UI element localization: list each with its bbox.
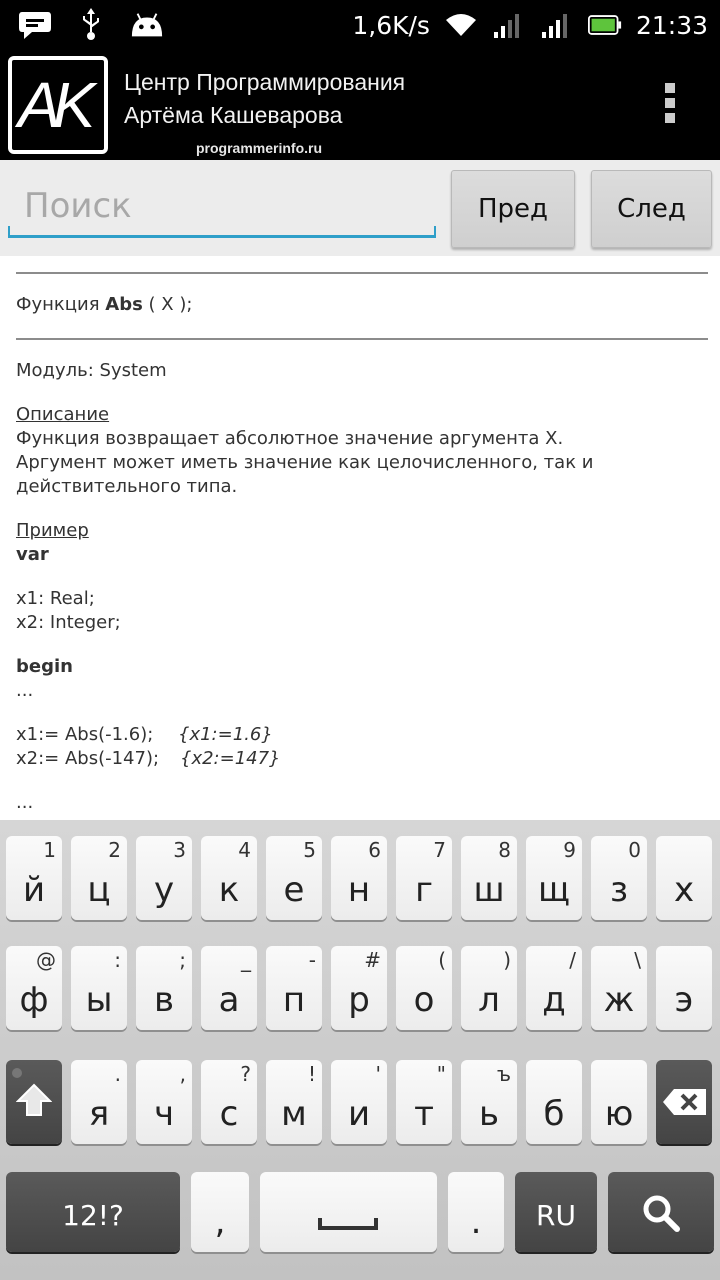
description-line: действительного типа. [16, 476, 238, 497]
key-label: и [347, 1094, 371, 1134]
search-input-edge [8, 226, 10, 238]
overflow-menu-icon[interactable] [660, 80, 680, 132]
header-url: programmerinfo.ru [196, 140, 323, 156]
key-е[interactable] [266, 836, 322, 920]
key-й[interactable] [6, 836, 62, 920]
key-hint: 2 [108, 838, 121, 862]
key-hint: 6 [368, 838, 381, 862]
key-я[interactable] [71, 1060, 127, 1144]
android-icon [130, 8, 164, 42]
code-line: x1:= Abs(-1.6); [16, 724, 154, 745]
code-line: x2: Integer; [16, 612, 121, 633]
key-hint: @ [36, 948, 56, 972]
key-label: м [281, 1094, 307, 1134]
chat-icon [18, 8, 52, 42]
header-title [124, 66, 405, 132]
key-label: у [153, 870, 175, 910]
module-line: Модуль: System [16, 360, 167, 381]
status-bar [0, 0, 720, 50]
key-label: . [470, 1202, 482, 1242]
key-х[interactable] [656, 836, 712, 920]
battery-icon [588, 8, 622, 42]
symbols-key[interactable] [6, 1172, 180, 1252]
key-hint: ) [503, 948, 511, 972]
signal-icon [540, 8, 574, 42]
search-icon [642, 1194, 680, 1236]
next-button[interactable]: След [591, 170, 712, 248]
key-hint: : [114, 948, 121, 972]
key-ч[interactable] [136, 1060, 192, 1144]
header-title-line2: Артёма Кашеварова [124, 102, 343, 128]
key-л[interactable] [461, 946, 517, 1030]
key-label: п [282, 980, 306, 1020]
key-hint: ( [438, 948, 446, 972]
key-label: ж [603, 980, 635, 1020]
function-prefix: Функция [16, 294, 106, 315]
wifi-icon [444, 8, 478, 42]
key-label: э [674, 980, 694, 1020]
key-label: б [543, 1094, 565, 1134]
key-label: ы [85, 980, 113, 1020]
key-hint: 3 [173, 838, 186, 862]
search-input[interactable] [8, 172, 436, 238]
key-label: я [88, 1094, 110, 1134]
code-comment: {x1:=1.6} [178, 724, 273, 745]
key-hint: _ [241, 948, 251, 972]
key-ю[interactable] [591, 1060, 647, 1144]
key-hint: 0 [628, 838, 641, 862]
shift-key[interactable] [6, 1060, 62, 1144]
key-hint: ъ [496, 1062, 511, 1086]
key-label: л [478, 980, 500, 1020]
key-label: ю [604, 1094, 634, 1134]
key-hint: ' [375, 1062, 381, 1086]
function-signature [16, 294, 192, 315]
key-о[interactable] [396, 946, 452, 1030]
key-hint: / [569, 948, 576, 972]
search-key[interactable] [608, 1172, 714, 1252]
backspace-icon [662, 1088, 708, 1120]
key-label: щ [537, 870, 571, 910]
key-hint: ! [307, 1062, 316, 1086]
key-hint: , [179, 1062, 186, 1086]
code-line: ... [16, 792, 34, 813]
example-heading: Пример [16, 520, 89, 541]
description-line: Аргумент может иметь значение как целочисленного, так и [16, 452, 594, 473]
search-input-edge [434, 226, 436, 238]
key-ш[interactable] [461, 836, 517, 920]
key-р[interactable] [331, 946, 387, 1030]
key-с[interactable] [201, 1060, 257, 1144]
key-и[interactable] [331, 1060, 387, 1144]
prev-button[interactable]: Пред [451, 170, 575, 248]
divider [16, 338, 708, 340]
description-line: Функция возвращает абсолютное значение аргумента X. [16, 428, 564, 449]
key-ц[interactable] [71, 836, 127, 920]
document-view[interactable] [0, 256, 720, 820]
function-name: Abs [105, 294, 143, 315]
shift-icon [16, 1082, 52, 1122]
key-у[interactable] [136, 836, 192, 920]
key-label: г [415, 870, 433, 910]
key-label: ф [19, 980, 49, 1020]
key-label: т [414, 1094, 434, 1134]
key-label: ш [473, 870, 505, 910]
soft-keyboard [0, 820, 720, 1280]
key-hint: 1 [43, 838, 56, 862]
backspace-key[interactable] [656, 1060, 712, 1144]
key-label: 12!? [62, 1199, 124, 1232]
key-д[interactable] [526, 946, 582, 1030]
usb-icon [74, 8, 108, 42]
key-label: к [218, 870, 240, 910]
key-hint: 9 [563, 838, 576, 862]
description-heading: Описание [16, 404, 110, 425]
key-label: д [542, 980, 566, 1020]
code-line: x1: Real; [16, 588, 95, 609]
key-label: з [609, 870, 629, 910]
shift-indicator [12, 1068, 22, 1078]
key-hint: - [308, 948, 316, 972]
key-hint: # [364, 948, 381, 972]
key-з[interactable] [591, 836, 647, 920]
code-var-keyword: var [16, 544, 49, 565]
code-line: ... [16, 680, 34, 701]
key-label: н [347, 870, 371, 910]
key-label: ц [87, 870, 111, 910]
key-т[interactable] [396, 1060, 452, 1144]
key-м[interactable] [266, 1060, 322, 1144]
code-comment: {x2:=147} [180, 748, 281, 769]
key-label: й [22, 870, 46, 910]
key-hint: 4 [238, 838, 251, 862]
key-hint: ? [240, 1062, 251, 1086]
key-ь[interactable] [461, 1060, 517, 1144]
key-э[interactable] [656, 946, 712, 1030]
key-label: ь [478, 1094, 500, 1134]
key-ф[interactable] [6, 946, 62, 1030]
function-args: ( X ); [142, 294, 193, 315]
key-hint: . [114, 1062, 121, 1086]
key-label: е [283, 870, 305, 910]
key-label: в [153, 980, 175, 1020]
space-key[interactable] [260, 1172, 437, 1252]
key-label: RU [536, 1199, 576, 1232]
app-header [0, 50, 720, 160]
code-begin-keyword: begin [16, 656, 73, 677]
key-label: х [673, 870, 695, 910]
language-key[interactable] [515, 1172, 597, 1252]
key-н[interactable] [331, 836, 387, 920]
space-icon [318, 1216, 378, 1236]
code-line: x2:= Abs(-147); [16, 748, 160, 769]
key-ж[interactable] [591, 946, 647, 1030]
logo [8, 56, 108, 154]
network-speed: 1,6K/s [352, 10, 430, 40]
logo-text: AK [18, 69, 88, 141]
key-а[interactable] [201, 946, 257, 1030]
signal-icon [492, 8, 526, 42]
key-hint: 7 [433, 838, 446, 862]
key-hint: \ [634, 948, 641, 972]
key-label: а [218, 980, 240, 1020]
key-в[interactable] [136, 946, 192, 1030]
key-label: ч [153, 1094, 175, 1134]
header-title-line1: Центр Программирования [124, 69, 406, 95]
key-г[interactable] [396, 836, 452, 920]
key-hint: " [436, 1062, 446, 1086]
key-к[interactable] [201, 836, 257, 920]
period-key[interactable] [448, 1172, 504, 1252]
key-ы[interactable] [71, 946, 127, 1030]
key-label: , [214, 1202, 226, 1242]
key-label: с [219, 1094, 239, 1134]
key-hint: 8 [498, 838, 511, 862]
key-п[interactable] [266, 946, 322, 1030]
key-hint: 5 [303, 838, 316, 862]
comma-key[interactable] [191, 1172, 249, 1252]
key-щ[interactable] [526, 836, 582, 920]
divider [16, 272, 708, 274]
key-б[interactable] [526, 1060, 582, 1144]
clock: 21:33 [635, 10, 708, 40]
key-hint: ; [179, 948, 186, 972]
key-label: о [413, 980, 435, 1020]
key-label: р [348, 980, 370, 1020]
